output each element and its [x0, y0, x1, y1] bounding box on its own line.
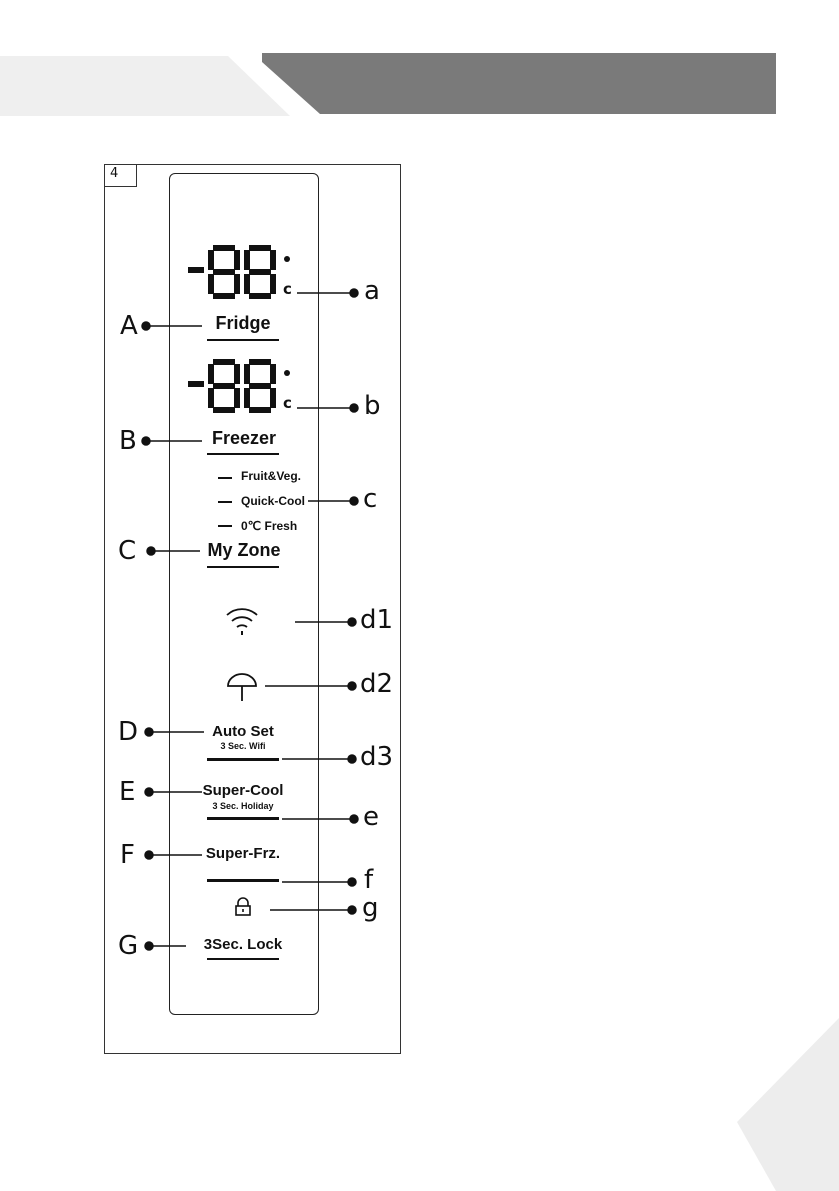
callout-G: G [118, 931, 139, 961]
fridge-unit: c [283, 280, 292, 298]
callout-F: F [120, 840, 135, 870]
callout-D: D [118, 717, 139, 747]
callout-f: f [364, 865, 374, 895]
fridge-label: Fridge [215, 313, 271, 333]
auto-set-sublabel: 3 Sec. Wifi [220, 741, 266, 751]
callout-d1: d1 [360, 605, 394, 635]
callout-dot-d2 [348, 682, 356, 690]
callout-dot-d1 [348, 618, 356, 626]
lock-label: 3Sec. Lock [203, 936, 283, 953]
callout-dot-b [350, 404, 358, 412]
callout-b: b [364, 391, 381, 421]
figure-number: 4 [110, 166, 119, 181]
super-frz-label: Super-Frz. [205, 845, 281, 862]
mode-quick-cool: Quick-Cool [241, 494, 306, 508]
callout-A: A [120, 311, 138, 341]
callout-dot-F [145, 851, 153, 859]
callout-dot-B [142, 437, 150, 445]
callout-dot-D [145, 728, 153, 736]
mode-zero-fresh: 0℃ Fresh [241, 519, 298, 533]
freezer-label: Freezer [211, 428, 277, 448]
callout-dot-A [142, 322, 150, 330]
freezer-unit: c [283, 394, 292, 412]
callout-c: c [363, 484, 378, 514]
auto-set-label: Auto Set [212, 723, 274, 740]
callout-a: a [364, 276, 380, 306]
callout-dot-d3 [348, 755, 356, 763]
callout-g: g [362, 893, 379, 923]
my-zone-label: My Zone [207, 540, 281, 560]
callout-dot-f [348, 878, 356, 886]
callout-E: E [119, 777, 136, 807]
callout-B: B [119, 426, 137, 456]
callout-dot-C [147, 547, 155, 555]
callout-dot-e [350, 815, 358, 823]
super-cool-label: Super-Cool [202, 782, 284, 799]
freezer-temp-text [188, 360, 190, 361]
fridge-temp-text [188, 246, 190, 247]
callout-dot-g [348, 906, 356, 914]
callout-e: e [363, 802, 379, 832]
callout-C: C [118, 536, 137, 566]
super-cool-sublabel: 3 Sec. Holiday [212, 801, 274, 811]
callout-dot-E [145, 788, 153, 796]
callout-d2: d2 [360, 669, 394, 699]
callout-d3: d3 [360, 742, 394, 772]
callout-dot-a [350, 289, 358, 297]
callout-dot-c [350, 497, 358, 505]
callout-dot-G [145, 942, 153, 950]
mode-fruit-veg: Fruit&Veg. [241, 469, 302, 483]
